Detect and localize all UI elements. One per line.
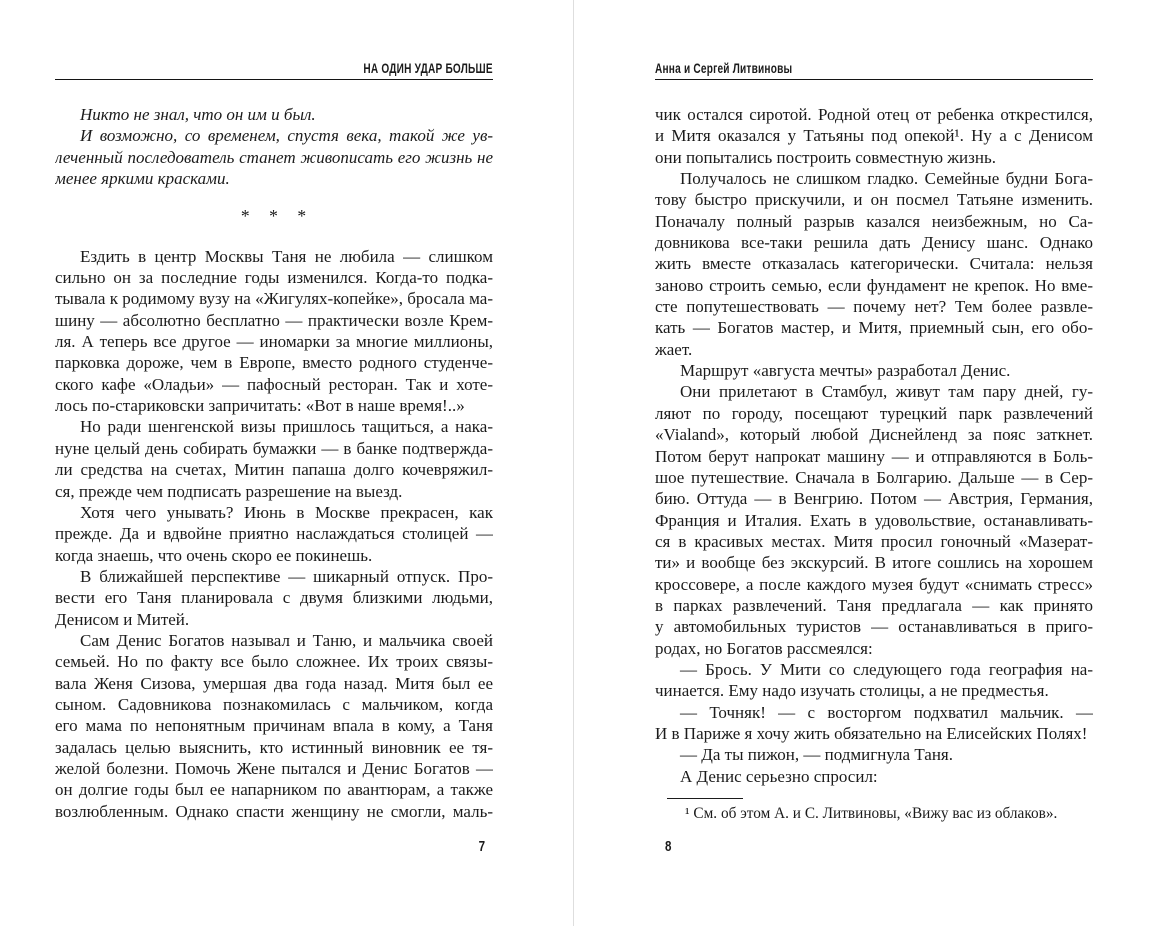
text-line: в парках развлечений. Таня предлагала — как принято xyxy=(655,595,1093,615)
text-line: у автомобильных туристов — останавливаться в приго- xyxy=(655,617,1093,637)
text-line: желой болезни. Помочь Жене пытался и Денис Богатов — xyxy=(55,758,493,778)
text-line: — Точняк! — с восторгом подхватил мальчик. — xyxy=(680,702,1093,722)
text-line: менее яркими красками. xyxy=(55,169,230,189)
text-line: кроссовере, а после каждого музея будут «снимать стресс» xyxy=(655,574,1093,594)
text-line: парковка дороже, чем в Европе, вместо родного студенче- xyxy=(55,353,493,373)
text-line: Они прилетают в Стамбул, живут там пару дней, гу- xyxy=(680,382,1093,402)
text-line: ся в красивых местах. Митя просил гоночный «Мазерат- xyxy=(655,531,1093,551)
text-line: довникова все-таки решила дать Денису шанс. Однако xyxy=(655,233,1093,253)
footnote-separator-rule xyxy=(667,798,743,799)
text-line: Денисом и Митей. xyxy=(55,609,190,629)
text-line: Никто не знал, что он им и был. xyxy=(80,105,316,124)
text-line: и Митя оказался у Татьяны под опекой¹. Ну а с Денисом xyxy=(655,126,1093,146)
text-line: Хотя чего унывать? Июнь в Москве прекрасен, как xyxy=(80,502,493,522)
right-running-head xyxy=(655,55,1093,80)
text-line: Ездить в центр Москвы Таня не любила — слишком xyxy=(80,246,493,266)
text-line: ляют по городу, посещают турецкий парк развлечений xyxy=(655,403,1093,423)
text-line: Потом берут напрокат машину — и отправляются в Боль- xyxy=(655,446,1093,466)
text-line: лось по-стариковски запричитать: «Вот в наше время!..» xyxy=(55,396,465,416)
text-line: чик остался сиротой. Родной отец от ребенка открестился, xyxy=(655,105,1093,124)
text-line: ского кафе «Оладьи» — пафосный ресторан. Так и хоте- xyxy=(55,374,493,394)
right-page xyxy=(655,0,1093,926)
text-line: Маршрут «августа мечты» разработал Денис. xyxy=(680,361,1011,381)
text-line: — Да ты пижон, — подмигнула Таня. xyxy=(680,745,953,765)
text-line: когда знаешь, что очень скоро ее покинешь. xyxy=(55,545,373,565)
text-line: В ближайшей перспективе — шикарный отпуск. Про- xyxy=(80,566,493,586)
text-line: жает. xyxy=(655,339,693,359)
section-separator: * * * xyxy=(240,206,308,227)
text-line: Франция и Италия. Ехать в удовольствие, останавливать- xyxy=(655,510,1093,530)
text-line: ти» и вообще без экскурсий. В итоге сошлись на хорошем xyxy=(655,553,1093,573)
text-line: кать — Богатов мастер, и Митя, приемный сын, его обо- xyxy=(655,318,1093,338)
text-line: шое путешествие. Сначала в Болгарию. Дальше — в Сер- xyxy=(655,467,1093,487)
text-line: прежде. Да и вдвойне приятно наслаждаться столицей — xyxy=(55,524,493,544)
text-line: шину — абсолютно бесплатно — практически возле Крем- xyxy=(55,310,493,330)
left-page-number: 7 xyxy=(478,839,485,855)
text-line: он долгие годы был ее напарником по авантюрам, а также xyxy=(55,780,493,800)
authors-running-head: Анна и Сергей Литвиновы xyxy=(655,60,793,76)
text-line: задалась целью выяснить, кто истинный виновник ее тя- xyxy=(55,737,493,757)
text-line: возлюбленным. Однако спасти женщину не смогли, маль- xyxy=(55,801,493,821)
left-page xyxy=(55,0,493,926)
right-page-body-text xyxy=(655,104,1093,787)
left-running-head xyxy=(55,55,493,80)
text-line: семьей. Но по факту все было сложнее. Их троих связы- xyxy=(55,652,493,672)
book-title-running-head: НА ОДИН УДАР БОЛЬШЕ xyxy=(363,60,493,76)
text-line: сильно он за последние годы изменился. Когда-то подка- xyxy=(55,268,493,288)
text-line: сте попутешествовать — почему нет? Тем более развле- xyxy=(655,297,1093,317)
left-page-body-text xyxy=(55,104,493,822)
text-line: родах, но Богатов рассмеялся: xyxy=(655,638,873,658)
text-line: нуне целый день собирать бумажки — в банке подтвержда- xyxy=(55,438,493,458)
text-line: — Брось. У Мити со следующего года география на- xyxy=(680,659,1093,679)
text-line: сыном. Садовникова познакомилась с мальчиком, когда xyxy=(55,694,493,714)
text-line: заново строить семью, если фундамент не крепок. Но вме- xyxy=(655,275,1093,295)
text-line: ля. А теперь все другое — иномарки за многие миллионы, xyxy=(55,332,493,352)
text-line: жить вместе отказалась категорически. Считала: нельзя xyxy=(655,254,1093,274)
text-line: «Vialand», который любой Диснейленд за пояс заткнет. xyxy=(655,425,1093,445)
footnote-text: ¹ См. об этом А. и С. Литвиновы, «Вижу вас из облаков». xyxy=(685,805,1058,822)
text-line: ли средства на счетах, Митин папаша долго кочевряжил- xyxy=(55,460,493,480)
text-line: они попытались построить совместную жизнь. xyxy=(655,147,996,167)
text-line: бию. Оттуда — в Венгрию. Потом — Австрия, Германия, xyxy=(655,489,1093,509)
text-line: вала Женя Сизова, умершая два года назад. Митя был ее xyxy=(55,673,493,693)
page-gutter-divider xyxy=(573,0,574,926)
text-line: Получалось не слишком гладко. Семейные будни Бога- xyxy=(680,169,1093,189)
text-line: чинается. Ему надо изучать столицы, а не предместья. xyxy=(655,681,1049,701)
text-line: леченный последователь станет живописать его жизнь не xyxy=(55,147,493,167)
text-line: И в Париже я хочу жить обязательно на Елисейских Полях! xyxy=(655,723,1088,743)
text-line: И возможно, со временем, спустя века, такой же ув- xyxy=(80,126,493,146)
right-page-number: 8 xyxy=(665,839,672,855)
text-line: тывала к родимому вузу на «Жигулях-копейке», бросала ма- xyxy=(55,289,493,309)
text-line: А Денис серьезно спросил: xyxy=(680,766,878,786)
text-line: его мама по непонятным причинам впала в кому, а Таня xyxy=(55,716,493,736)
text-line: ся, прежде чем подписать разрешение на выезд. xyxy=(55,481,403,501)
text-line: Но ради шенгенской визы пришлось тащиться, а нака- xyxy=(80,417,493,437)
text-line: вести его Таня планировала с двумя близкими людьми, xyxy=(55,588,493,608)
text-line: Сам Денис Богатов называл и Таню, и мальчика своей xyxy=(80,630,493,650)
text-line: тову быстро прискучили, и он посмел Татьяне изменить. xyxy=(655,190,1093,210)
text-line: Поначалу полный разрыв казался неизбежным, но Са- xyxy=(655,211,1093,231)
